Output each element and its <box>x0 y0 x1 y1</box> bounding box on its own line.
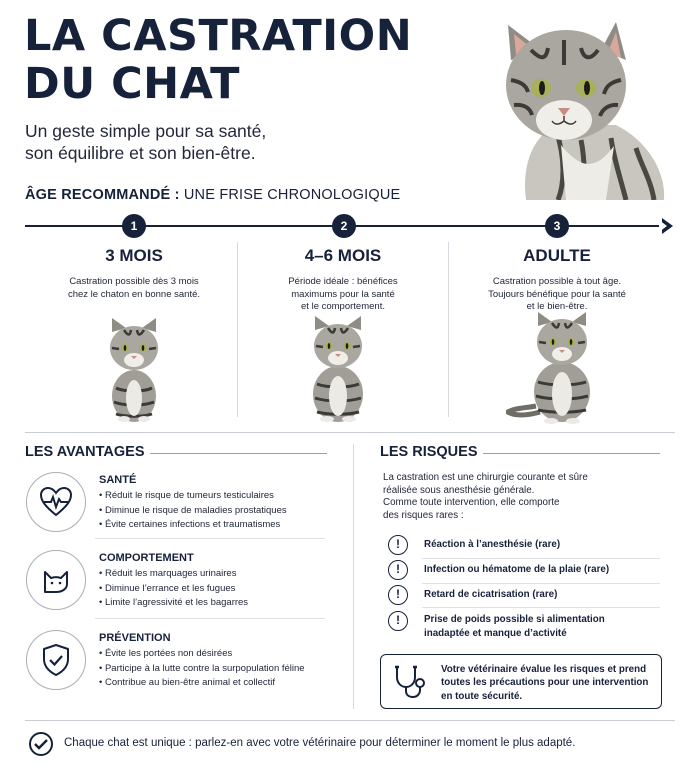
stage-4-6-months <box>243 246 443 314</box>
stage-desc-line: maximums pour la santé <box>291 288 395 300</box>
column-divider <box>353 444 354 709</box>
risks-intro-line: réalisée sous anesthésie générale. <box>383 484 535 496</box>
advantage-divider <box>95 538 325 539</box>
kitten-4-6-months-illustration <box>305 316 371 422</box>
heart-pulse-icon <box>26 472 86 532</box>
stage-divider <box>448 242 449 417</box>
adult-cat-illustration <box>506 312 602 424</box>
exclamation-icon: ! <box>388 535 408 555</box>
advantages-heading-rule <box>150 453 327 454</box>
risk-text-line: Infection ou hématome de la plaie (rare) <box>424 564 610 575</box>
advantage-list-prevention <box>99 647 305 691</box>
stage-title: 4–6 MOIS <box>304 246 382 265</box>
risks-heading: LES RISQUES <box>380 444 478 460</box>
risk-text <box>424 538 560 552</box>
kitten-3-months-illustration <box>104 318 164 422</box>
exclamation-icon: ! <box>388 611 408 631</box>
exclamation-icon: ! <box>388 585 408 605</box>
exclamation-icon: ! <box>388 560 408 580</box>
advantage-list-behavior <box>99 567 248 611</box>
advantage-title-prevention: PRÉVENTION <box>99 632 171 644</box>
risk-text <box>424 588 557 602</box>
risk-text-line: Retard de cicatrisation (rare) <box>424 589 558 600</box>
risk-text <box>424 563 609 577</box>
page-subtitle <box>25 120 266 164</box>
list-item: • Évite les portées non désirées <box>99 647 305 662</box>
footer-divider <box>25 720 675 721</box>
title-line-2: DU CHAT <box>24 59 240 109</box>
risk-divider <box>422 607 660 608</box>
risks-heading-rule <box>483 453 660 454</box>
risk-text-line: Prise de poids possible si alimentation <box>424 614 605 625</box>
risks-intro-line: La castration est une chirurgie courante et sûre <box>383 472 588 483</box>
subtitle-line-2: son équilibre et son bien-être. <box>25 143 256 163</box>
stage-desc-line: et le comportement. <box>301 301 385 312</box>
title-line-1: LA CASTRATION <box>24 11 413 61</box>
stage-adult <box>457 246 657 314</box>
stage-desc-line: Castration possible dès 3 mois <box>69 276 199 287</box>
footer-text: Chaque chat est unique : parlez-en avec votre vétérinaire pour déterminer le moment le plus adapté. <box>64 737 576 749</box>
list-item: • Limite l’agressivité et les bagarres <box>99 596 248 611</box>
step-number-2: 2 <box>332 214 356 238</box>
stethoscope-icon <box>393 665 429 699</box>
list-item: • Évite certaines infections et traumatismes <box>99 518 287 533</box>
advantage-list-health <box>99 489 287 533</box>
stage-title: 3 MOIS <box>105 246 163 265</box>
check-circle-icon <box>29 732 53 756</box>
stage-description <box>457 276 657 314</box>
stage-divider <box>237 242 238 417</box>
shield-check-icon <box>26 630 86 690</box>
risks-intro <box>383 472 588 522</box>
step-number-3: 3 <box>545 214 569 238</box>
vet-note-line: Votre vétérinaire évalue les risques et prend <box>441 664 647 675</box>
stage-description <box>243 276 443 314</box>
risk-text-line: inadaptée et manque d’activité <box>424 627 567 639</box>
list-item: • Diminue le risque de maladies prostatiques <box>99 504 287 519</box>
list-item: • Diminue l’errance et les fugues <box>99 582 248 597</box>
step-number-1: 1 <box>122 214 146 238</box>
list-item: • Réduit le risque de tumeurs testiculaires <box>99 489 287 504</box>
timeline-heading <box>25 187 400 203</box>
stage-desc-line: Castration possible à tout âge. <box>492 276 622 287</box>
page-title <box>24 12 412 108</box>
risks-intro-line: Comme toute intervention, elle comporte <box>383 497 560 509</box>
list-item: • Réduit les marquages urinaires <box>99 567 248 582</box>
advantage-title-health: SANTÉ <box>99 474 137 486</box>
timeline-arrow-icon <box>662 218 673 234</box>
vet-note-text <box>441 663 648 703</box>
stage-3-months <box>34 246 234 301</box>
risk-text <box>424 613 605 640</box>
subtitle-line-1: Un geste simple pour sa santé, <box>25 121 267 141</box>
stage-desc-line: et le bien-être. <box>526 301 588 312</box>
timeline-heading-rest: UNE FRISE CHRONOLOGIQUE <box>179 187 401 203</box>
list-item: • Participe à la lutte contre la surpopulation féline <box>99 662 305 677</box>
section-divider <box>25 432 675 433</box>
stage-desc-line: chez le chaton en bonne santé. <box>67 288 201 300</box>
cat-head-icon <box>26 550 86 610</box>
list-item: • Contribue au bien-être animal et collectif <box>99 676 305 691</box>
advantage-title-behavior: COMPORTEMENT <box>99 552 194 564</box>
risk-divider <box>422 583 660 584</box>
advantage-divider <box>95 618 325 619</box>
risk-text-line: Réaction à l’anesthésie (rare) <box>424 539 561 550</box>
vet-note-line: toutes les précautions pour une intervention <box>441 677 649 689</box>
timeline-heading-bold: ÂGE RECOMMANDÉ : <box>25 187 180 203</box>
risks-intro-line: des risques rares : <box>383 509 464 521</box>
advantages-heading: LES AVANTAGES <box>25 444 145 460</box>
stage-desc-line: Période idéale : bénéfices <box>288 276 398 287</box>
vet-note-box <box>380 654 662 709</box>
stage-desc-line: Toujours bénéfique pour la santé <box>488 288 626 300</box>
vet-note-line: en toute sécurité. <box>441 690 523 702</box>
stage-description <box>34 276 234 301</box>
stage-title: ADULTE <box>523 246 591 265</box>
risk-divider <box>422 558 660 559</box>
hero-cat-illustration <box>486 20 676 200</box>
